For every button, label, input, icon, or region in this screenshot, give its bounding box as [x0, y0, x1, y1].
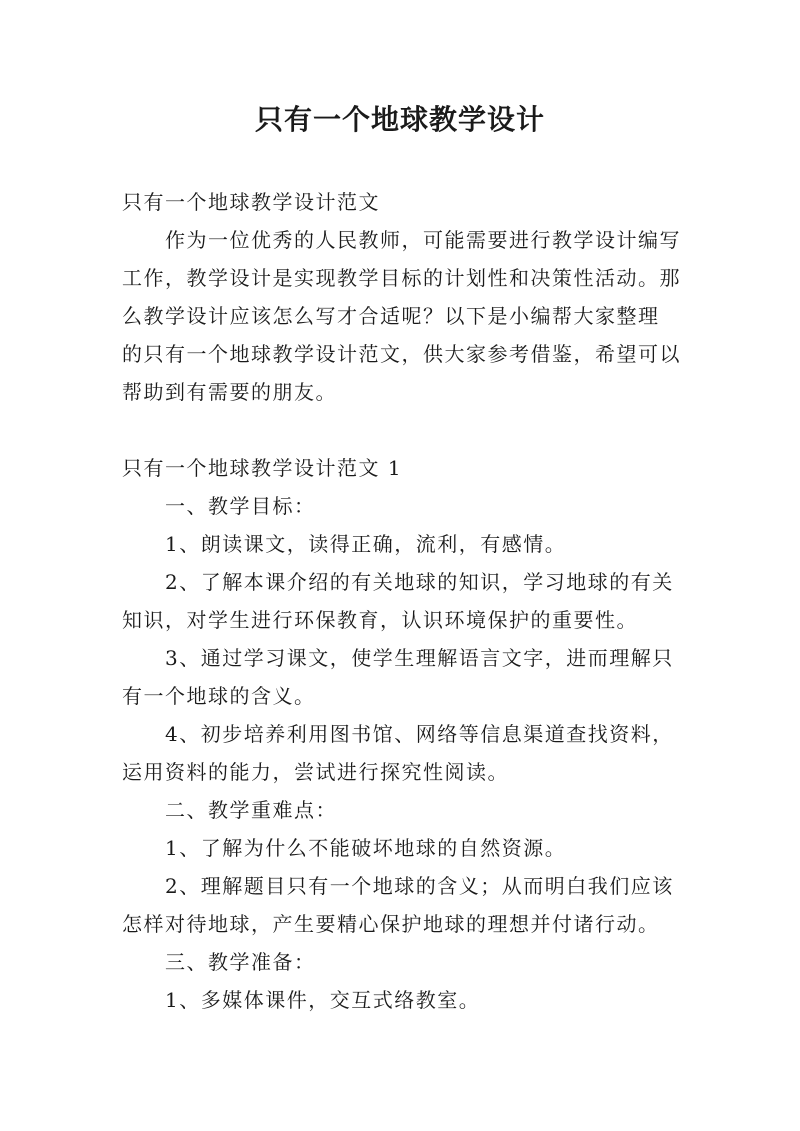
section-title-key-points: 二、教学重难点： — [165, 798, 337, 822]
intro-heading: 只有一个地球教学设计范文 — [122, 190, 380, 214]
key-point-item-continued: 怎样对待地球，产生要精心保护地球的理想并付诸行动。 — [122, 912, 660, 936]
key-point-item: 1、了解为什么不能破坏地球的自然资源。 — [165, 836, 567, 860]
goal-item-continued: 知识，对学生进行环保教育，认识环境保护的重要性。 — [122, 608, 638, 632]
intro-line: 的只有一个地球教学设计范文，供大家参考借鉴，希望可以 — [122, 342, 681, 366]
section-title-goals: 一、教学目标： — [165, 494, 316, 518]
goal-item: 3、通过学习课文，使学生理解语言文字，进而理解只 — [165, 646, 674, 670]
goal-item: 4、初步培养利用图书馆、网络等信息渠道查找资料， — [165, 722, 674, 746]
section-heading: 只有一个地球教学设计范文 1 — [122, 456, 403, 480]
goal-item-continued: 运用资料的能力，尝试进行探究性阅读。 — [122, 760, 509, 784]
page-title: 只有一个地球教学设计 — [254, 103, 545, 136]
intro-line: 么教学设计应该怎么写才合适呢？以下是小编帮大家整理 — [122, 304, 660, 328]
goal-item-continued: 有一个地球的含义。 — [122, 684, 316, 708]
goal-item: 2、了解本课介绍的有关地球的知识，学习地球的有关 — [165, 570, 674, 594]
intro-line: 工作，教学设计是实现教学目标的计划性和决策性活动。那 — [122, 266, 681, 290]
intro-line: 作为一位优秀的人民教师，可能需要进行教学设计编写 — [165, 228, 681, 252]
document-body — [122, 183, 682, 1019]
section-title-preparation: 三、教学准备： — [165, 950, 316, 974]
goal-item: 1、朗读课文，读得正确，流利，有感情。 — [165, 532, 567, 556]
intro-line: 帮助到有需要的朋友。 — [122, 380, 337, 404]
preparation-item: 1、多媒体课件，交互式络教室。 — [165, 988, 481, 1012]
paragraph-gap — [122, 411, 682, 449]
key-point-item: 2、理解题目只有一个地球的含义；从而明白我们应该 — [165, 874, 674, 898]
